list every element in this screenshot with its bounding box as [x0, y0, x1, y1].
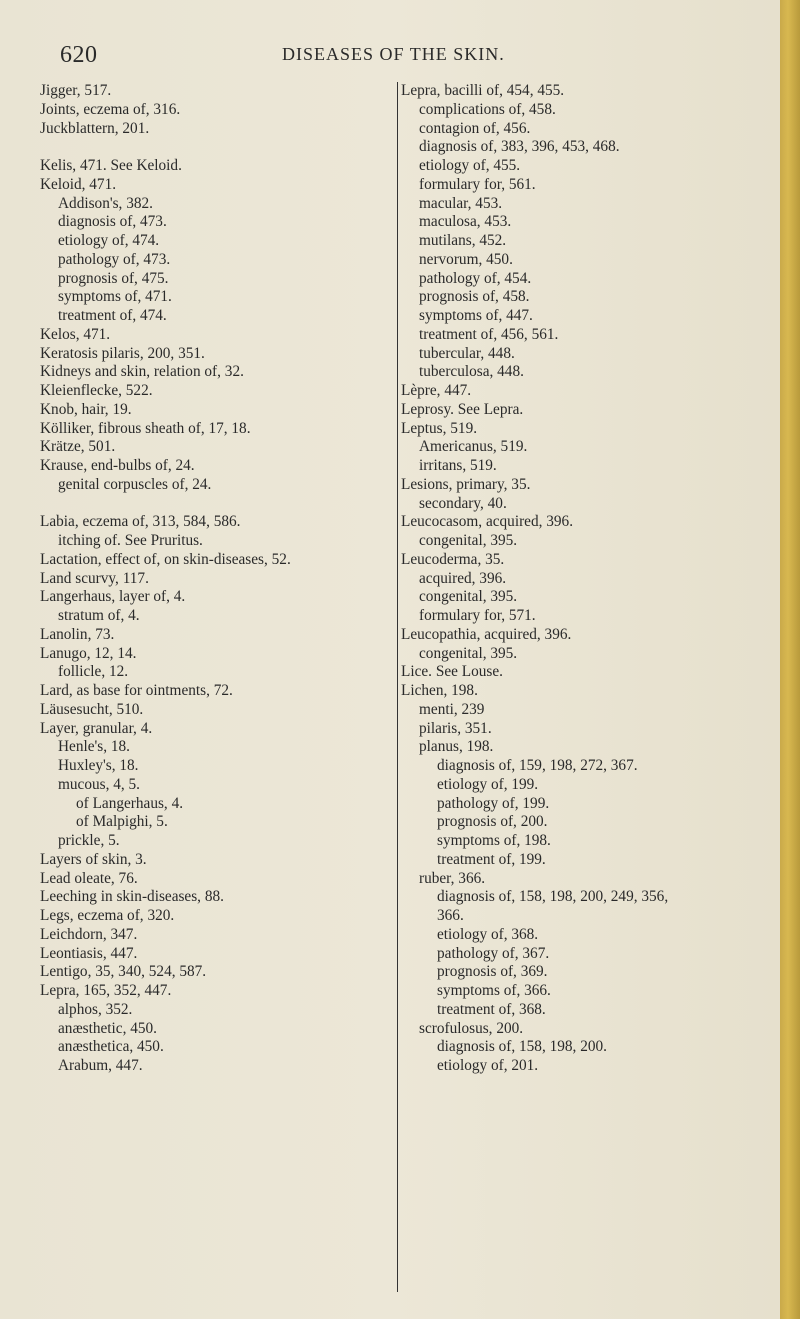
- index-entry: Jigger, 517.: [40, 82, 112, 99]
- index-entry: symptoms of, 366.: [437, 982, 551, 999]
- index-entry: prognosis of, 369.: [437, 963, 548, 981]
- index-entry: diagnosis of, 158, 198, 200.: [437, 1038, 607, 1056]
- index-entry: Keloid, 471.: [40, 175, 117, 193]
- index-entry: of Malpighi, 5.: [76, 813, 168, 831]
- index-entry: Leichdorn, 347.: [40, 925, 138, 943]
- index-entry: genital corpuscles of, 24.: [58, 475, 212, 493]
- index-entry: Krause, end-bulbs of, 24.: [40, 457, 195, 474]
- index-entry: complications of, 458.: [419, 100, 556, 118]
- index-entry: Henle's, 18.: [58, 738, 131, 756]
- index-entry: Kölliker, fibrous sheath of, 17, 18.: [40, 419, 251, 437]
- index-entry: tuberculosa, 448.: [419, 363, 524, 381]
- index-entry: of Langerhaus, 4.: [76, 794, 184, 812]
- index-entry: nervorum, 450.: [419, 250, 513, 268]
- index-entry: Lichen, 198.: [401, 682, 478, 699]
- index-entry: Lanolin, 73.: [40, 625, 115, 643]
- index-entry: alphos, 352.: [58, 1000, 133, 1018]
- index-entry: anæsthetic, 450.: [58, 1019, 157, 1037]
- index-entry: etiology of, 455.: [419, 157, 521, 174]
- index-entry: symptoms of, 198.: [437, 832, 551, 849]
- index-entry: formulary for, 561.: [419, 175, 536, 193]
- index-entry: diagnosis of, 473.: [58, 213, 167, 231]
- index-column-right: [397, 82, 786, 1292]
- index-entry: maculosa, 453.: [419, 213, 512, 231]
- index-entry: Lèpre, 447.: [401, 382, 472, 399]
- index-entry: etiology of, 201.: [437, 1057, 539, 1074]
- index-entry: treatment of, 474.: [58, 307, 167, 324]
- index-entry: Lepra, 165, 352, 447.: [40, 982, 172, 999]
- index-entry: congenital, 395.: [419, 532, 518, 549]
- index-entry: menti, 239: [419, 700, 485, 718]
- index-entry: Kelos, 471.: [40, 325, 111, 343]
- index-entry: mucous, 4, 5.: [58, 775, 141, 793]
- index-entry: Labia, eczema of, 313, 584, 586.: [40, 513, 241, 531]
- index-entry: follicle, 12.: [58, 663, 129, 681]
- index-entry: pathology of, 473.: [58, 250, 171, 268]
- index-entry: congenital, 395.: [419, 644, 518, 662]
- index-entry: Lesions, primary, 35.: [401, 475, 531, 493]
- index-entry: Lead oleate, 76.: [40, 869, 138, 887]
- index-entry: secondary, 40.: [419, 494, 507, 512]
- index-entry: Keratosis pilaris, 200, 351.: [40, 344, 205, 362]
- index-entry: Langerhaus, layer of, 4.: [40, 588, 186, 606]
- index-entry: Lentigo, 35, 340, 524, 587.: [40, 963, 207, 981]
- index-entry: Leptus, 519.: [401, 419, 478, 437]
- index-entry: congenital, 395.: [419, 588, 518, 606]
- index-entry: Juckblattern, 201.: [40, 119, 150, 137]
- index-entry: treatment of, 456, 561.: [419, 325, 559, 343]
- index-entry: Leeching in skin-diseases, 88.: [40, 888, 224, 906]
- index-entry: ruber, 366.: [419, 869, 486, 887]
- index-entry: pathology of, 199.: [437, 794, 550, 812]
- index-entry: stratum of, 4.: [58, 607, 140, 624]
- index-entry: macular, 453.: [419, 194, 503, 212]
- index-entry: diagnosis of, 159, 198, 272, 367.: [437, 757, 638, 774]
- index-entry: Land scurvy, 117.: [40, 569, 149, 587]
- index-entry: Lanugo, 12, 14.: [40, 644, 137, 662]
- index-entry: Kelis, 471. See Keloid.: [40, 157, 182, 174]
- index-entry: 366.: [437, 907, 464, 924]
- index-entry: symptoms of, 447.: [419, 307, 533, 324]
- index-entry: Arabum, 447.: [58, 1057, 143, 1074]
- index-entry: Addison's, 382.: [58, 194, 153, 212]
- index-entry: irritans, 519.: [419, 457, 497, 474]
- index-entry: Kidneys and skin, relation of, 32.: [40, 363, 244, 381]
- index-entry: formulary for, 571.: [419, 607, 536, 624]
- index-entry: mutilans, 452.: [419, 232, 507, 249]
- index-entry: Americanus, 519.: [419, 438, 528, 456]
- index-entry: anæsthetica, 450.: [58, 1038, 164, 1056]
- index-entry: pathology of, 367.: [437, 944, 550, 962]
- index-entry: prognosis of, 200.: [437, 813, 548, 831]
- index-entry: Lepra, bacilli of, 454, 455.: [401, 82, 565, 99]
- index-entry: etiology of, 368.: [437, 925, 539, 943]
- index-entry: contagion of, 456.: [419, 119, 531, 137]
- index-entry: Leontiasis, 447.: [40, 944, 138, 962]
- index-entry: treatment of, 368.: [437, 1000, 546, 1018]
- book-edge: [780, 0, 800, 1319]
- index-entry: Knob, hair, 19.: [40, 400, 132, 418]
- index-entry: Lactation, effect of, on skin-diseases, 52.: [40, 550, 291, 568]
- index-entry: Krätze, 501.: [40, 438, 116, 456]
- index-entry: Joints, eczema of, 316.: [40, 100, 181, 118]
- index-entry: Leucopathia, acquired, 396.: [401, 625, 572, 643]
- index-entry: Layer, granular, 4.: [40, 719, 153, 737]
- page-number: 620: [60, 42, 98, 68]
- index-entry: acquired, 396.: [419, 569, 507, 587]
- index-entry: tubercular, 448.: [419, 344, 515, 362]
- index-entry: itching of. See Pruritus.: [58, 532, 203, 549]
- index-entry: etiology of, 474.: [58, 232, 160, 249]
- index-entry: scrofulosus, 200.: [419, 1019, 524, 1037]
- index-entry: treatment of, 199.: [437, 850, 546, 868]
- index-entry: etiology of, 199.: [437, 775, 539, 793]
- index-entry: prognosis of, 458.: [419, 288, 530, 306]
- index-entry: Lard, as base for ointments, 72.: [40, 682, 233, 699]
- index-entry: Leucocasom, acquired, 396.: [401, 513, 574, 531]
- index-column-left: [40, 82, 390, 1076]
- index-entry: Legs, eczema of, 320.: [40, 907, 175, 924]
- index-entry: pilaris, 351.: [419, 719, 492, 737]
- index-entry: prognosis of, 475.: [58, 269, 169, 287]
- index-entry: Lice. See Louse.: [401, 663, 503, 681]
- index-entry: Layers of skin, 3.: [40, 850, 147, 868]
- index-entry: pathology of, 454.: [419, 269, 532, 287]
- index-entry: Leprosy. See Lepra.: [401, 400, 524, 418]
- index-entry: diagnosis of, 158, 198, 200, 249, 356,: [437, 888, 669, 906]
- index-entry: prickle, 5.: [58, 832, 120, 849]
- index-entry: Huxley's, 18.: [58, 757, 139, 774]
- section-gap: [40, 495, 390, 514]
- index-entry: diagnosis of, 383, 396, 453, 468.: [419, 138, 620, 156]
- index-entry: symptoms of, 471.: [58, 288, 172, 306]
- index-entry: Kleienflecke, 522.: [40, 382, 153, 399]
- index-entry: Leucoderma, 35.: [401, 550, 505, 568]
- index-entry: planus, 198.: [419, 738, 494, 756]
- index-entry: Läusesucht, 510.: [40, 700, 144, 718]
- section-gap: [40, 138, 390, 157]
- running-head: DISEASES OF THE SKIN.: [282, 44, 505, 64]
